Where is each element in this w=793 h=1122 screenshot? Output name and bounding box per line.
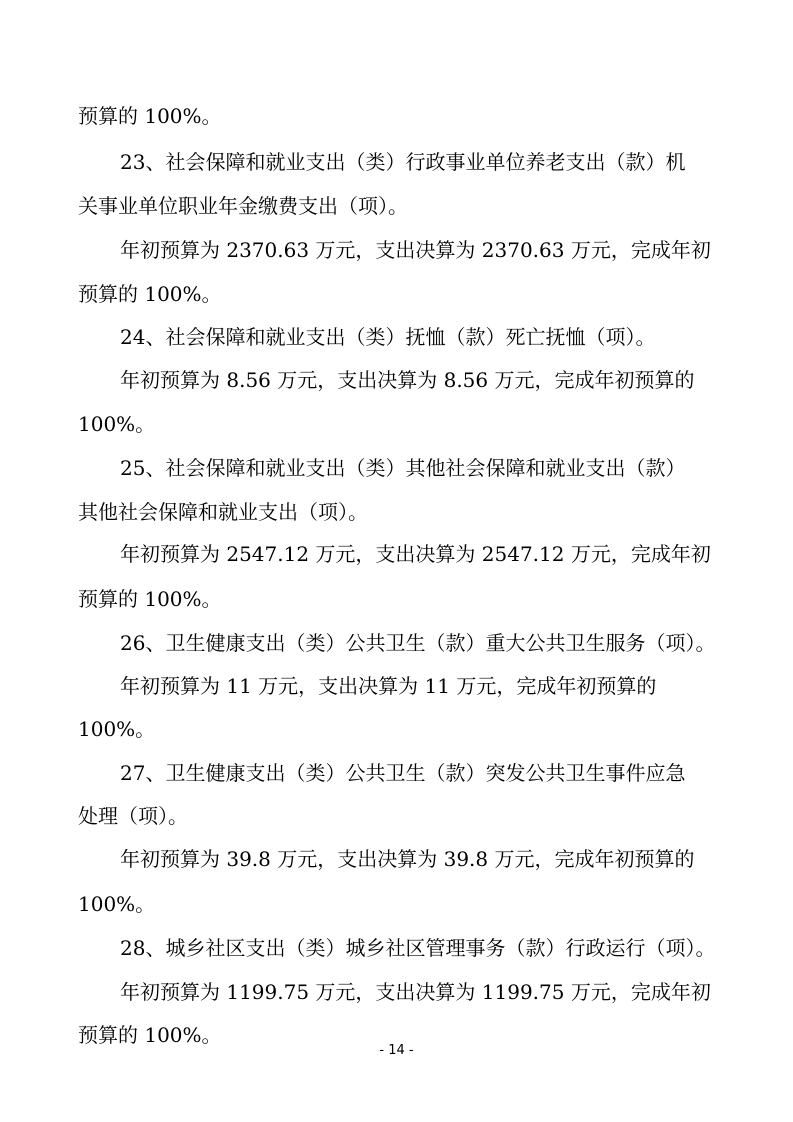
paragraph-line: 年初预算为 11 万元，支出决算为 11 万元，完成年初预算的 — [120, 674, 657, 698]
paragraph-line: 年初预算为 2547.12 万元，支出决算为 2547.12 万元，完成年初 — [120, 542, 711, 566]
item-heading-28: 28、城乡社区支出（类）城乡社区管理事务（款）行政运行（项）。 — [120, 936, 716, 960]
paragraph-line: 预算的 100%。 — [78, 1023, 222, 1047]
item-heading-24: 24、社会保障和就业支出（类）抚恤（款）死亡抚恤（项）。 — [120, 325, 656, 349]
paragraph-line: 预算的 100%。 — [78, 104, 222, 128]
paragraph-line: 年初预算为 39.8 万元，支出决算为 39.8 万元，完成年初预算的 — [120, 847, 695, 871]
paragraph-line: 100%。 — [78, 717, 156, 741]
page-number: - 14 - — [379, 1043, 414, 1058]
paragraph-line: 处理（项）。 — [78, 804, 188, 828]
paragraph-line: 预算的 100%。 — [78, 282, 222, 306]
paragraph-line: 关事业单位职业年金缴费支出（项）。 — [78, 194, 408, 218]
paragraph-line: 预算的 100%。 — [78, 587, 222, 611]
item-heading-25: 25、社会保障和就业支出（类）其他社会保障和就业支出（款） — [120, 456, 686, 480]
item-heading-26: 26、卫生健康支出（类）公共卫生（款）重大公共卫生服务（项）。 — [120, 631, 716, 655]
paragraph-line: 年初预算为 2370.63 万元，支出决算为 2370.63 万元，完成年初 — [120, 238, 711, 262]
paragraph-line: 年初预算为 8.56 万元，支出决算为 8.56 万元，完成年初预算的 — [120, 368, 695, 392]
item-heading-23: 23、社会保障和就业支出（类）行政事业单位养老支出（款）机 — [120, 150, 686, 174]
paragraph-line: 年初预算为 1199.75 万元，支出决算为 1199.75 万元，完成年初 — [120, 980, 711, 1004]
item-heading-27: 27、卫生健康支出（类）公共卫生（款）突发公共卫生事件应急 — [120, 761, 686, 785]
paragraph-line: 100%。 — [78, 412, 156, 436]
paragraph-line: 100%。 — [78, 892, 156, 916]
paragraph-line: 其他社会保障和就业支出（项）。 — [78, 500, 368, 524]
